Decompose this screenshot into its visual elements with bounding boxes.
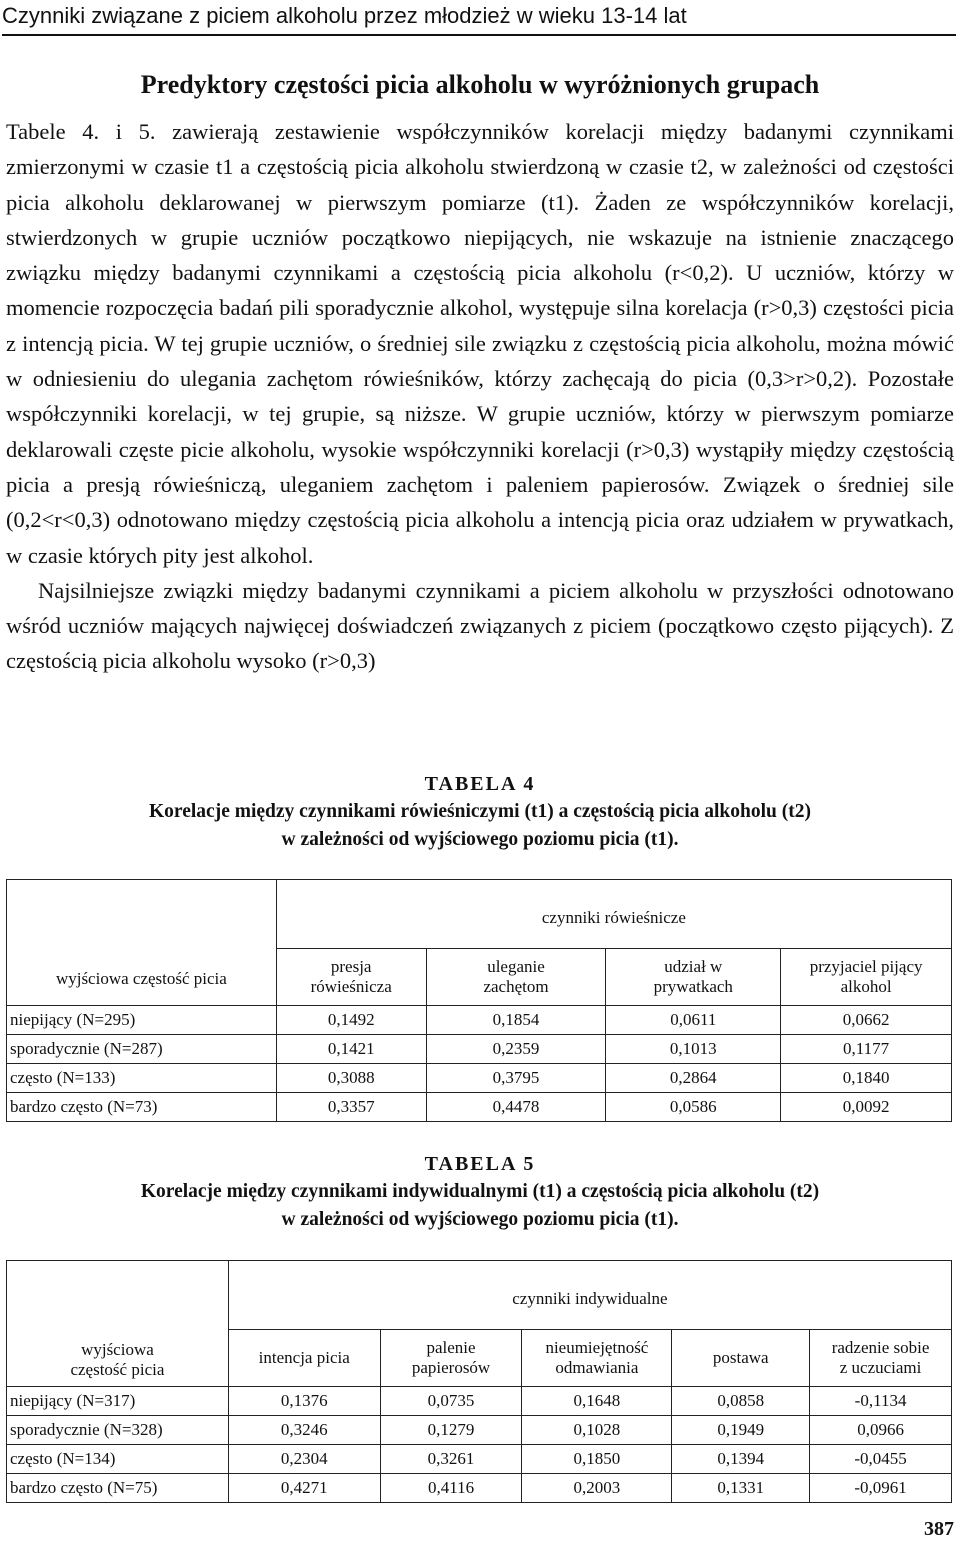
table-cell: 0,0586 [606,1093,781,1122]
col-header-line: papierosów [411,1358,491,1377]
table-cell: 0,0662 [781,1006,952,1035]
table-row [7,1035,952,1064]
table5-number: TABELA 5 [424,1153,536,1175]
table-cell: 0,4271 [228,1474,380,1503]
table5-corner-cell [7,1261,229,1387]
table-cell: 0,1331 [672,1474,810,1503]
table4-title-line2: w zależności od wyjściowego poziomu picia (t1). [281,829,679,850]
table4-corner-cell [7,880,277,1006]
col-header-line: odmawiania [555,1358,639,1377]
table4-number: TABELA 4 [424,773,536,795]
col-header-line: z uczuciami [839,1358,922,1377]
table-cell: 0,1648 [522,1387,672,1416]
col-header-line: intencja picia [258,1348,350,1367]
row-label: niepijący (N=317) [7,1387,229,1416]
paragraph: Tabele 4. i 5. zawierają zestawienie współczynników korelacji między badanymi czynnikami zmierzonymi w czasie t1 a częstością picia alkoholu stwierdzoną w czasie t2, w zależności od częstości picia alkoholu deklarowanej w pierwszym pomiarze (t1). Żaden ze współczynników korelacji, stwierdzonych w grupie uczniów początkowo niepijących, nie wskazuje na istnienie znaczącego związku między badanymi czynnikami a częstością picia alkoholu (r<0,2). U uczniów, którzy w momencie rozpoczęcia badań pili sporadycznie alkohol, występuje silna korelacja (r>0,3) częstości picia z intencją picia. W tej grupie uczniów, o średniej sile związku z częstością picia alkoholu, można mówić w odniesieniu do ulegania zachętom rówieśników, którzy zachęcają do picia (0,3>r>0,2). Pozostałe współczynniki korelacji, w tej grupie, są niższe. W grupie uczniów, którzy w pierwszym pomiarze deklarowali częste picie alkoholu, wysokie współczynniki korelacji (r>0,3) wystąpiły między częstością picia a presją rówieśniczą, uleganiem zachętom i paleniem papierosów. Związek o średniej sile (0,2<r<0,3) odnotowano między częstością picia alkoholu a intencją picia oraz udziałem w prywatkach, w czasie których pity jest alkohol. [6,119,954,568]
table-cell: 0,3246 [228,1416,380,1445]
table4-row-header: wyjściowa częstość picia [55,969,227,988]
table5-group-header: czynniki indywidualne [228,1261,951,1330]
table-cell: 0,1279 [380,1416,522,1445]
table-cell: -0,1134 [810,1387,952,1416]
col-header-line: prywatkach [653,977,733,996]
table5-title-line1: Korelacje między czynnikami indywidualnymi (t1) a częstością picia alkoholu (t2) [140,1181,820,1202]
table-cell: -0,0961 [810,1474,952,1503]
table-cell: 0,1421 [276,1035,426,1064]
table-cell: 0,1492 [276,1006,426,1035]
row-label: często (N=134) [7,1445,229,1474]
paragraph: Najsilniejsze związki między badanymi czynnikami a piciem alkoholu w przyszłości odnotowano wśród uczniów mających najwięcej doświadczeń związanych z piciem (początkowo często pijących). Z częstością picia alkoholu wysoko (r>0,3) [6,577,954,674]
table-cell: 0,3357 [276,1093,426,1122]
table-cell: 0,3261 [380,1445,522,1474]
col-header-line: presja [330,957,372,976]
col-header-line: alkohol [840,977,892,996]
table5-col-header [672,1330,810,1387]
col-header-line: nieumiejętność [545,1338,649,1357]
table-cell: 0,3795 [426,1064,606,1093]
col-header-line: rówieśnicza [310,977,392,996]
col-header-line: przyjaciel pijący [809,957,923,976]
table5-title-line2: w zależności od wyjściowego poziomu picia (t1). [281,1209,679,1230]
table-cell: 0,1376 [228,1387,380,1416]
table4-title-line1: Korelacje między czynnikami rówieśniczymi (t1) a częstością picia alkoholu (t2) [149,801,811,822]
table-row [7,1474,952,1503]
table-row [7,1416,952,1445]
table-row [7,1445,952,1474]
table4-caption [0,770,960,854]
table4-group-header: czynniki rówieśnicze [276,880,951,949]
table5-row-header-line: częstość picia [70,1360,165,1379]
table-row [7,1387,952,1416]
col-header-line: udział w [664,957,723,976]
table-cell: 0,1850 [522,1445,672,1474]
table5-col-header [380,1330,522,1387]
table5-col-header [810,1330,952,1387]
table-cell: 0,1177 [781,1035,952,1064]
table-cell: 0,1949 [672,1416,810,1445]
table-row [7,1064,952,1093]
table-cell: 0,1028 [522,1416,672,1445]
row-label: często (N=133) [7,1064,277,1093]
table-cell: 0,4116 [380,1474,522,1503]
table4 [6,879,952,1122]
table-cell: 0,2359 [426,1035,606,1064]
table5-col-header [522,1330,672,1387]
table5-caption [0,1150,960,1234]
table-cell: 0,2864 [606,1064,781,1093]
col-header-line: postawa [712,1348,769,1367]
table-cell: -0,0455 [810,1445,952,1474]
row-label: sporadycznie (N=287) [7,1035,277,1064]
table-cell: 0,0858 [672,1387,810,1416]
table-cell: 0,4478 [426,1093,606,1122]
table-cell: 0,1840 [781,1064,952,1093]
table-cell: 0,0735 [380,1387,522,1416]
page-number: 387 [924,1518,954,1540]
row-label: bardzo często (N=73) [7,1093,277,1122]
table-cell: 0,1394 [672,1445,810,1474]
col-header-line: palenie [426,1338,476,1357]
table-cell: 0,0966 [810,1416,952,1445]
table4-col-header [276,949,426,1006]
col-header-line: zachętom [483,977,549,996]
row-label: sporadycznie (N=328) [7,1416,229,1445]
table4-col-header [426,949,606,1006]
section-heading: Predyktory częstości picia alkoholu w wyróżnionych grupach [140,70,820,99]
table5-row-header-line: wyjściowa [81,1340,154,1359]
table-cell: 0,1854 [426,1006,606,1035]
col-header-line: uleganie [487,957,545,976]
table-cell: 0,0092 [781,1093,952,1122]
table4-col-header [606,949,781,1006]
table-cell: 0,3088 [276,1064,426,1093]
table-cell: 0,2003 [522,1474,672,1503]
row-label: bardzo często (N=75) [7,1474,229,1503]
table-row [7,1093,952,1122]
table-cell: 0,1013 [606,1035,781,1064]
table5-col-header [228,1330,380,1387]
table-cell: 0,0611 [606,1006,781,1035]
table4-col-header [781,949,952,1006]
header-rule [2,34,956,36]
table-row [7,1006,952,1035]
body-text [6,114,954,679]
running-head: Czynniki związane z piciem alkoholu przez młodzież w wieku 13-14 lat [2,3,687,28]
row-label: niepijący (N=295) [7,1006,277,1035]
table5 [6,1260,952,1503]
col-header-line: radzenie sobie [831,1338,930,1357]
table-cell: 0,2304 [228,1445,380,1474]
